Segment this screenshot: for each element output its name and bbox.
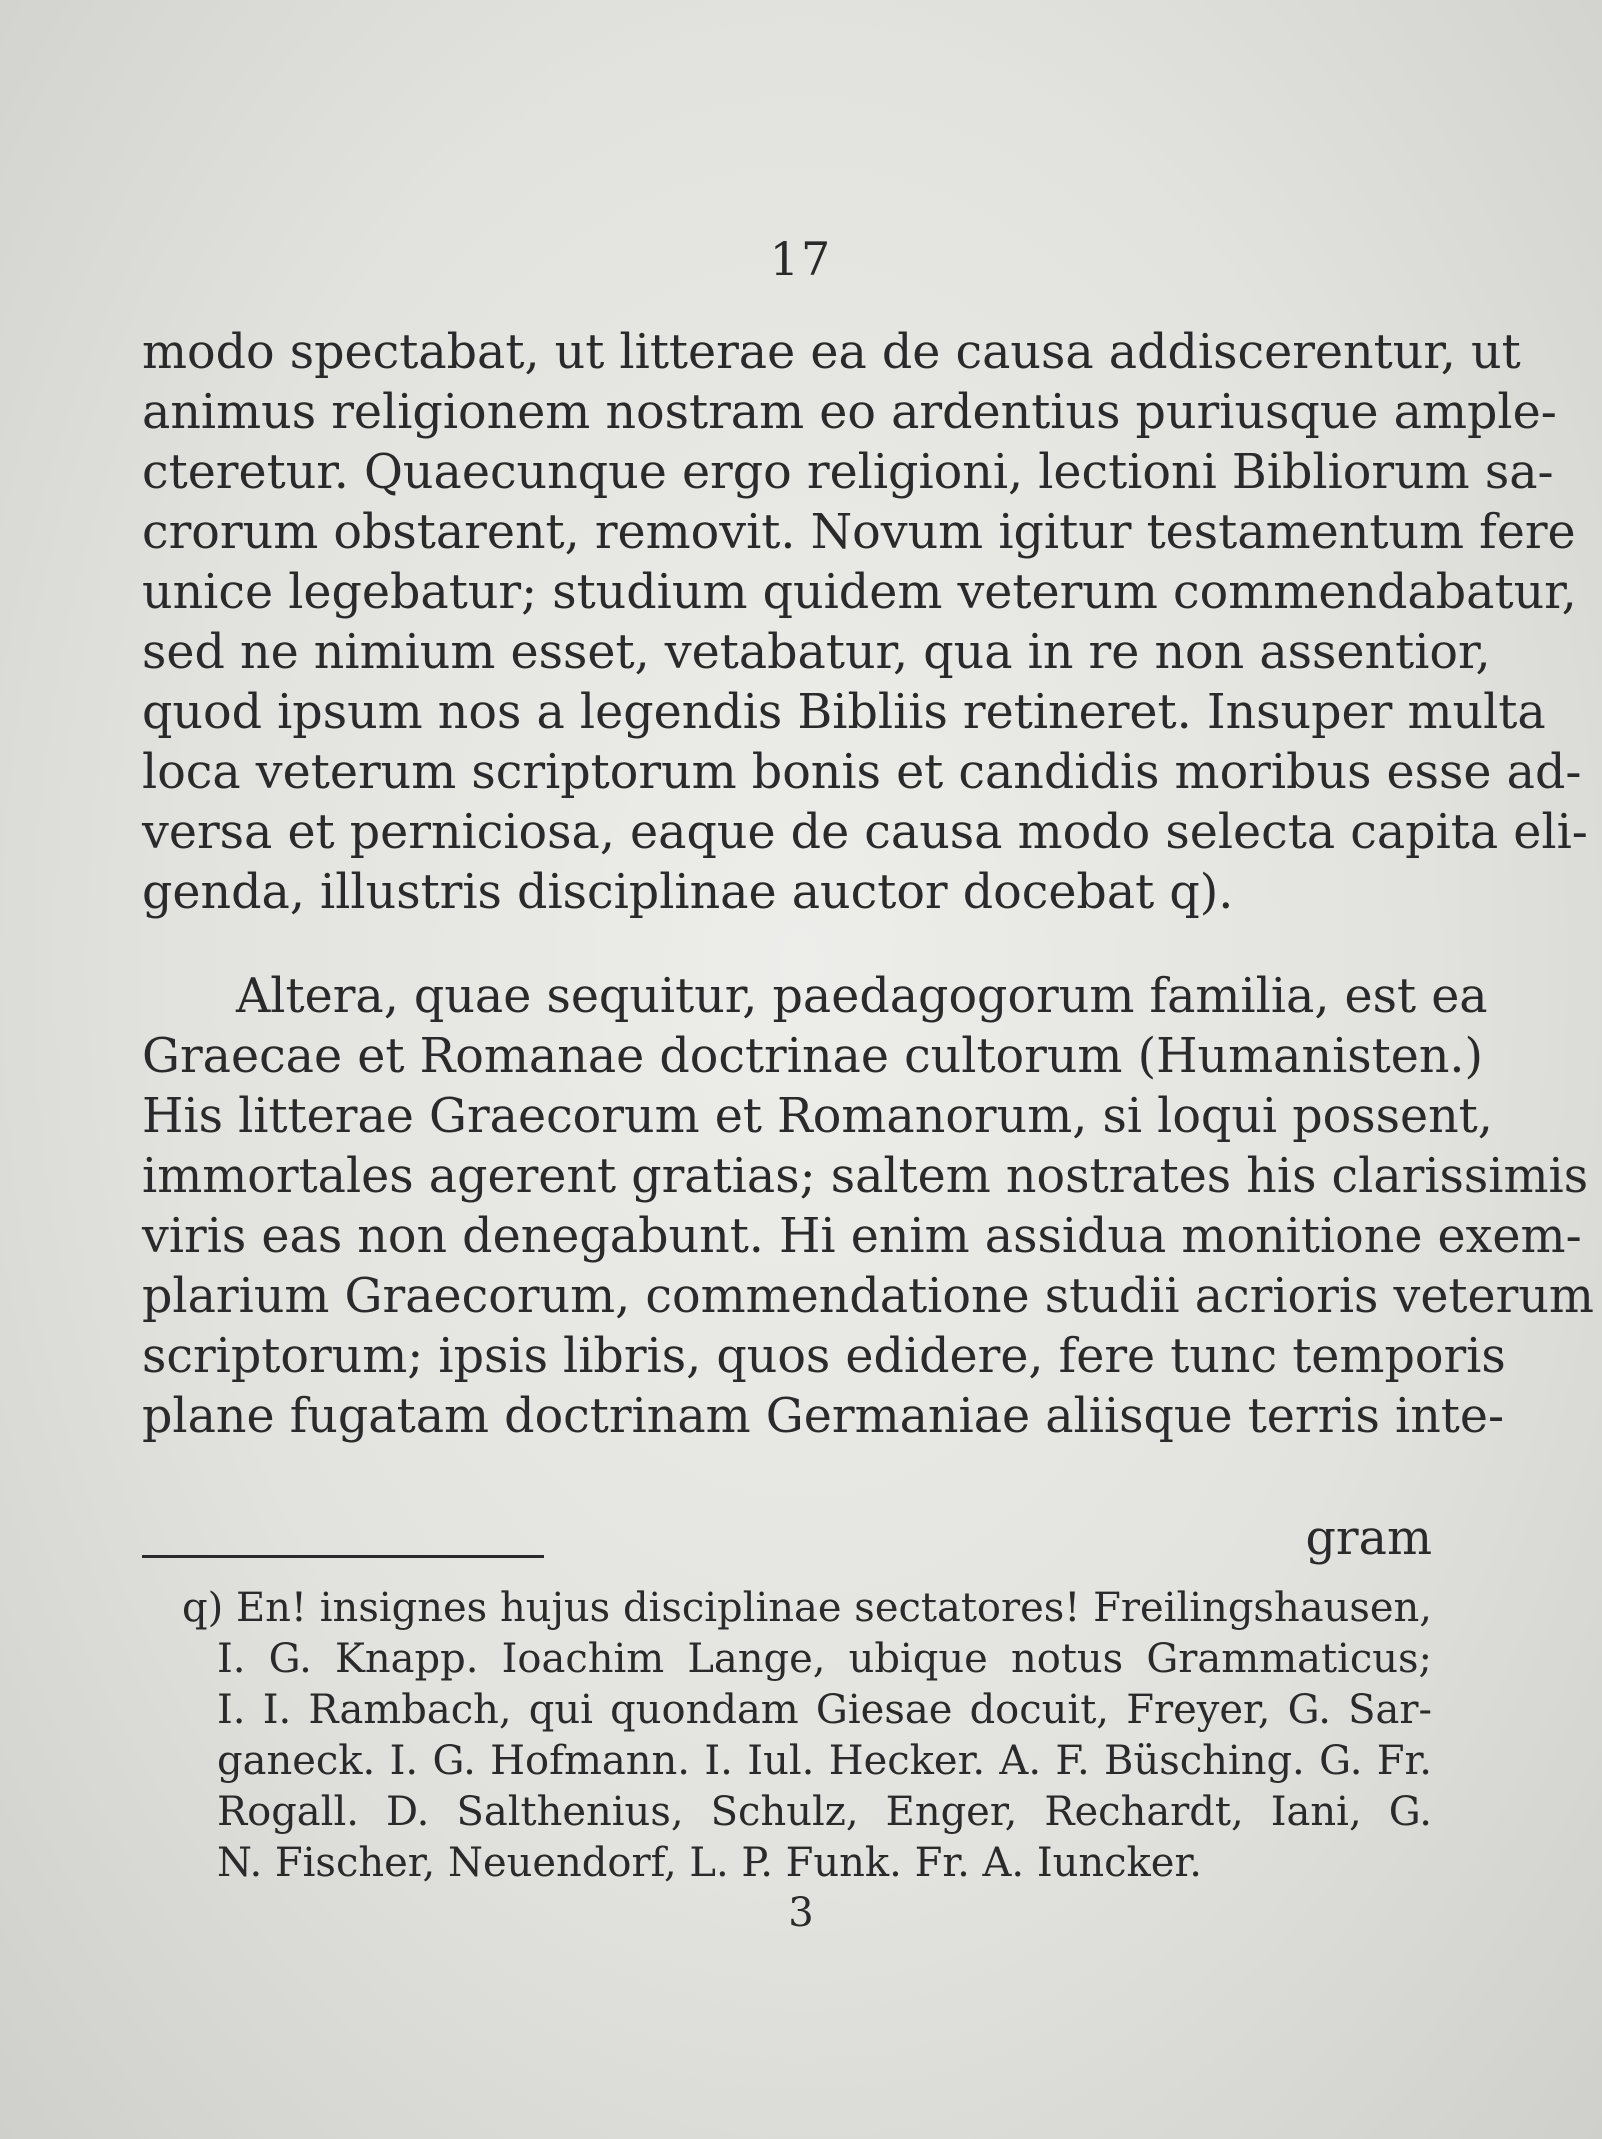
text-line: animus religionem nostram eo ardentius puriusque ample- bbox=[142, 385, 1557, 440]
text-line: modo spectabat, ut litterae ea de causa addiscerentur, ut bbox=[142, 325, 1521, 380]
text-line: His litterae Graecorum et Romanorum, si loqui possent, bbox=[142, 1089, 1493, 1144]
page-number: 17 bbox=[769, 232, 833, 286]
text-line: Altera, quae sequitur, paedagogorum familia, est ea bbox=[236, 969, 1488, 1024]
paragraph-2 bbox=[142, 967, 1594, 1447]
footnote-line: q) En! insignes hujus disciplinae sectatores! Freilingshausen, bbox=[182, 1585, 1432, 1631]
text-line: versa et perniciosa, eaque de causa modo selecta capita eli- bbox=[142, 805, 1588, 860]
footnote-line: N. Fischer, Neuendorf, L. P. Funk. Fr. A. Iuncker. bbox=[217, 1840, 1202, 1886]
text-line: immortales agerent gratias; saltem nostrates his clarissimis bbox=[142, 1149, 1589, 1204]
text-line: unice legebatur; studium quidem veterum commendabatur, bbox=[142, 565, 1577, 620]
text-line: plane fugatam doctrinam Germaniae aliisque terris inte- bbox=[142, 1389, 1505, 1444]
text-line: cteretur. Quaecunque ergo religioni, lectioni Bibliorum sa- bbox=[142, 445, 1554, 500]
text-line: viris eas non denegabunt. Hi enim assidua monitione exem- bbox=[142, 1209, 1582, 1264]
text-line: genda, illustris disciplinae auctor docebat q). bbox=[142, 865, 1234, 920]
paragraph-1 bbox=[142, 323, 1588, 923]
text-line: Graecae et Romanae doctrinae cultorum (Humanisten.) bbox=[142, 1029, 1484, 1084]
text-line: quod ipsum nos a legendis Bibliis retineret. Insuper multa bbox=[142, 685, 1546, 740]
footnote-rule bbox=[142, 1555, 544, 1558]
signature-mark: 3 bbox=[788, 1890, 814, 1936]
text-line: crorum obstarent, removit. Novum igitur testamentum fere bbox=[142, 505, 1576, 560]
footnote-line: Rogall. D. Salthenius, Schulz, Enger, Rechardt, Iani, G. bbox=[217, 1789, 1432, 1835]
footnote bbox=[182, 1583, 1432, 1889]
footnote-line: I. G. Knapp. Ioachim Lange, ubique notus Grammaticus; bbox=[217, 1636, 1432, 1682]
text-line: loca veterum scriptorum bonis et candidis moribus esse ad- bbox=[142, 745, 1582, 800]
footnote-line: I. I. Rambach, qui quondam Giesae docuit, Freyer, G. Sar- bbox=[217, 1687, 1432, 1733]
text-line: scriptorum; ipsis libris, quos edidere, fere tunc temporis bbox=[142, 1329, 1506, 1384]
text-line: sed ne nimium esset, vetabatur, qua in re non assentior, bbox=[142, 625, 1491, 680]
footnote-line: ganeck. I. G. Hofmann. I. Iul. Hecker. A. F. Büsching. G. Fr. bbox=[217, 1738, 1432, 1784]
text-line: plarium Graecorum, commendatione studii acrioris veterum bbox=[142, 1269, 1594, 1324]
catchword: gram bbox=[1305, 1511, 1432, 1566]
